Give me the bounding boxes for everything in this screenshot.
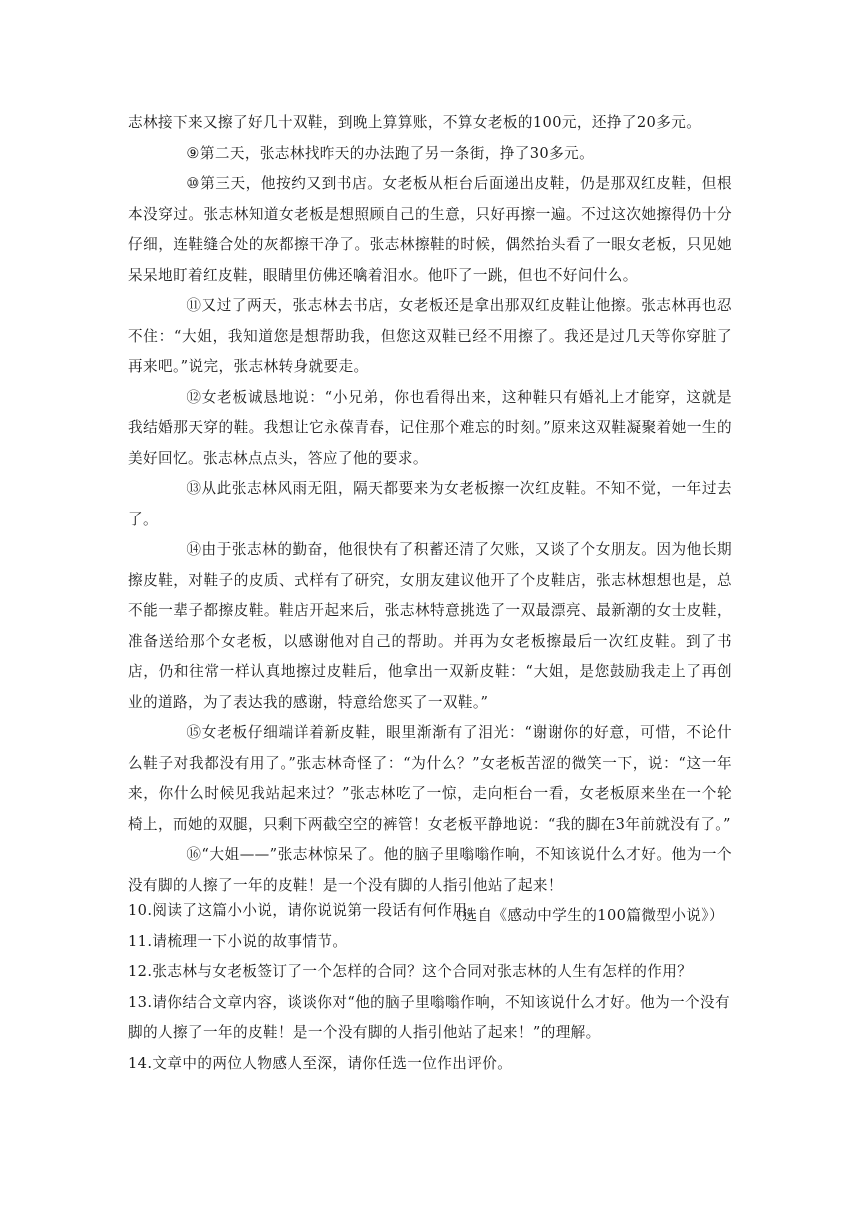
paragraph-text: 第二天，张志林找昨天的办法跑了另一条街，挣了30多元。	[199, 144, 595, 162]
paragraph-11	[128, 291, 732, 383]
paragraph-number: ⑪	[186, 297, 202, 314]
question-list	[128, 896, 732, 1079]
paragraph-text: “大姐——”张志林惊呆了。他的脑子里嗡嗡作响，不知该说什么才好。他为一个没有脚的人擦了一年的皮鞋！是一个没有脚的人指引他站了起来！	[128, 846, 732, 894]
paragraph-number: ⑩	[186, 175, 200, 192]
paragraph-text: 又过了两天，张志林去书店，女老板还是拿出那双红皮鞋让他擦。张志林再也忍不住：“大姐，我知道您是想帮助我，但您这双鞋已经不用擦了。我还是过几天等你穿脏了再来吧。”说完，张志林转身就要走。	[128, 297, 732, 375]
paragraph-text: 由于张志林的勤奋，他很快有了积蓄还清了欠账，又谈了个女朋友。因为他长期擦皮鞋，对鞋子的皮质、式样有了研究，女朋友建议他开了个皮鞋店，张志林想想也是，总不能一辈子都擦皮鞋。鞋店开起来后，张志林特意挑选了一双最漂亮、最新潮的女士皮鞋，准备送给那个女老板，以感谢他对自己的帮助。并再为女老板擦最后一次红皮鞋。到了书店，仍和往常一样认真地擦过皮鞋后，他拿出一双新皮鞋：“大姐，是您鼓励我走上了再创业的道路，为了表达我的感谢，特意给您买了一双鞋。”	[128, 541, 732, 711]
paragraph-12	[128, 383, 732, 475]
paragraph-text: 志林接下来又擦了好几十双鞋，到晚上算算账，不算女老板的100元，还挣了20多元。	[128, 114, 702, 131]
paragraph-number: ⑨	[186, 144, 200, 162]
paragraph-number: ⑮	[186, 724, 202, 741]
question-item: 14.文章中的两位人物感人至深，请你任选一位作出评价。	[128, 1054, 513, 1072]
paragraph-14	[128, 535, 732, 718]
question-item: 13.请你结合文章内容，谈谈你对“他的脑子里嗡嗡作响，不知该说什么才好。他为一个没有脚的人擦了一年的皮鞋！是一个没有脚的人指引他站了起来！”的理解。	[128, 993, 731, 1041]
paragraph-9	[128, 139, 732, 170]
question-item: 11.请梳理一下小说的故事情节。	[128, 932, 348, 950]
paragraph-16	[128, 840, 732, 901]
paragraph-number: ⑯	[186, 846, 202, 863]
source-citation: （选自《感动中学生的100篇微型小说》）	[447, 907, 724, 924]
paragraph-number: ⑬	[186, 480, 202, 497]
paragraph-10	[128, 169, 732, 291]
paragraph-text: 第三天，他按约又到书店。女老板从柜台后面递出皮鞋，仍是那双红皮鞋，但根本没穿过。张志林知道女老板是想照顾自己的生意，只好再擦一遍。不过这次她擦得仍十分仔细，连鞋缝合处的灰都擦干净了。张志林擦鞋的时候，偶然抬头看了一眼女老板，只见她呆呆地盯着红皮鞋，眼睛里仿佛还噙着泪水。他吓了一跳，但也不好问什么。	[128, 175, 732, 284]
question-item: 12.张志林与女老板签订了一个怎样的合同？这个合同对张志林的人生有怎样的作用？	[128, 963, 693, 980]
story-text	[128, 108, 732, 932]
paragraph-number: ⑭	[186, 541, 202, 558]
paragraph-continued	[128, 108, 732, 139]
paragraph-text: 女老板仔细端详着新皮鞋，眼里渐渐有了泪光：“谢谢你的好意，可惜，不论什么鞋子对我都没有用了。”张志林奇怪了：“为什么？”女老板苦涩的微笑一下，说：“这一年来，你什么时候见我站起来过？”张志林吃了一惊，走向柜台一看，女老板原来坐在一个轮椅上，而她的双腿，只剩下两截空空的裤管！女老板平静地说：“我的脚在3年前就没有了。”	[128, 724, 732, 833]
paragraph-text: 女老板诚恳地说：“小兄弟，你也看得出来，这种鞋只有婚礼上才能穿，这就是我结婚那天穿的鞋。我想让它永葆青春，记住那个难忘的时刻。”原来这双鞋凝聚着她一生的美好回忆。张志林点点头，答应了他的要求。	[128, 388, 732, 467]
paragraph-13	[128, 474, 732, 535]
paragraph-text: 从此张志林风雨无阻，隔天都要来为女老板擦一次红皮鞋。不知不觉，一年过去了。	[128, 480, 732, 528]
paragraph-number: ⑫	[186, 388, 202, 406]
paragraph-15	[128, 718, 732, 840]
question-item: 10.阅读了这篇小小说，请你说说第一段话有何作用。	[128, 902, 483, 919]
